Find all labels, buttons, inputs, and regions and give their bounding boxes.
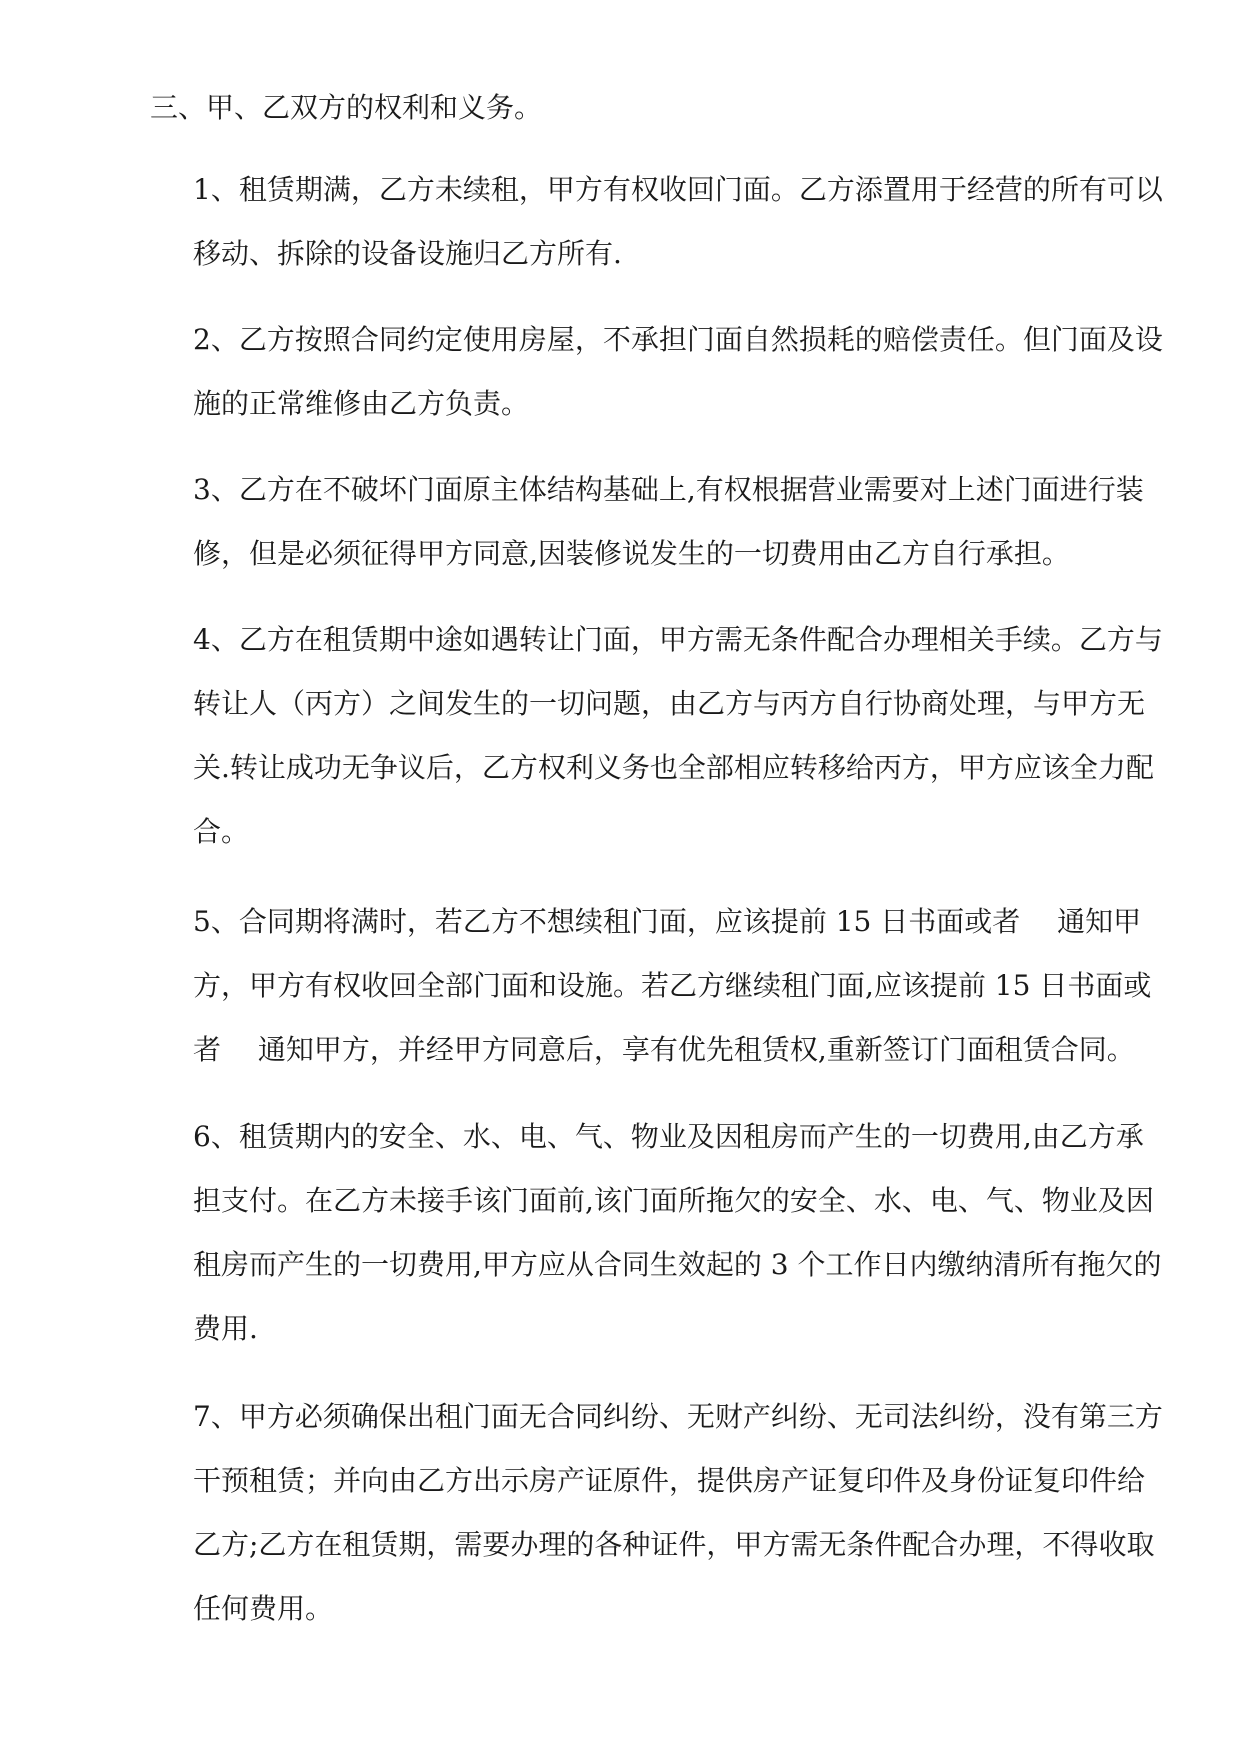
clause-4: 4、乙方在租赁期中途如遇转让门面，甲方需无条件配合办理相关手续。乙方与转让人（丙方）之间发生的一切问题，由乙方与丙方自行协商处理，与甲方无关.转让成功无争议后，乙方权利义务也全部相应转移给丙方，甲方应该全力配合。	[193, 623, 1163, 848]
clause-2: 2、乙方按照合同约定使用房屋，不承担门面自然损耗的赔偿责任。但门面及设施的正常维修由乙方负责。	[193, 323, 1163, 420]
clause-5: 5、合同期将满时，若乙方不想续租门面，应该提前 15 日书面或者 通知甲方，甲方有权收回全部门面和设施。若乙方继续租门面,应该提前 15 日书面或者 通知甲方，并经甲方同意后，享有优先租赁权,重新签订门面租赁合同。	[193, 905, 1152, 1066]
clause-3: 3、乙方在不破坏门面原主体结构基础上,有权根据营业需要对上述门面进行装修，但是必须征得甲方同意,因装修说发生的一切费用由乙方自行承担。	[193, 473, 1144, 570]
section-heading: 三、甲、乙双方的权利和义务。	[150, 91, 543, 124]
clause-6: 6、租赁期内的安全、水、电、气、物业及因租房而产生的一切费用,由乙方承担支付。在乙方未接手该门面前,该门面所拖欠的安全、水、电、气、物业及因租房而产生的一切费用,甲方应从合同生效起的 3 个工作日内缴纳清所有拖欠的费用.	[193, 1120, 1162, 1345]
clause-7: 7、甲方必须确保出租门面无合同纠纷、无财产纠纷、无司法纠纷，没有第三方干预租赁；并向由乙方出示房产证原件，提供房产证复印件及身份证复印件给乙方;乙方在租赁期，需要办理的各种证件，甲方需无条件配合办理，不得收取任何费用。	[193, 1400, 1163, 1625]
clause-1: 1、租赁期满，乙方未续租，甲方有权收回门面。乙方添置用于经营的所有可以移动、拆除的设备设施归乙方所有.	[193, 173, 1163, 270]
